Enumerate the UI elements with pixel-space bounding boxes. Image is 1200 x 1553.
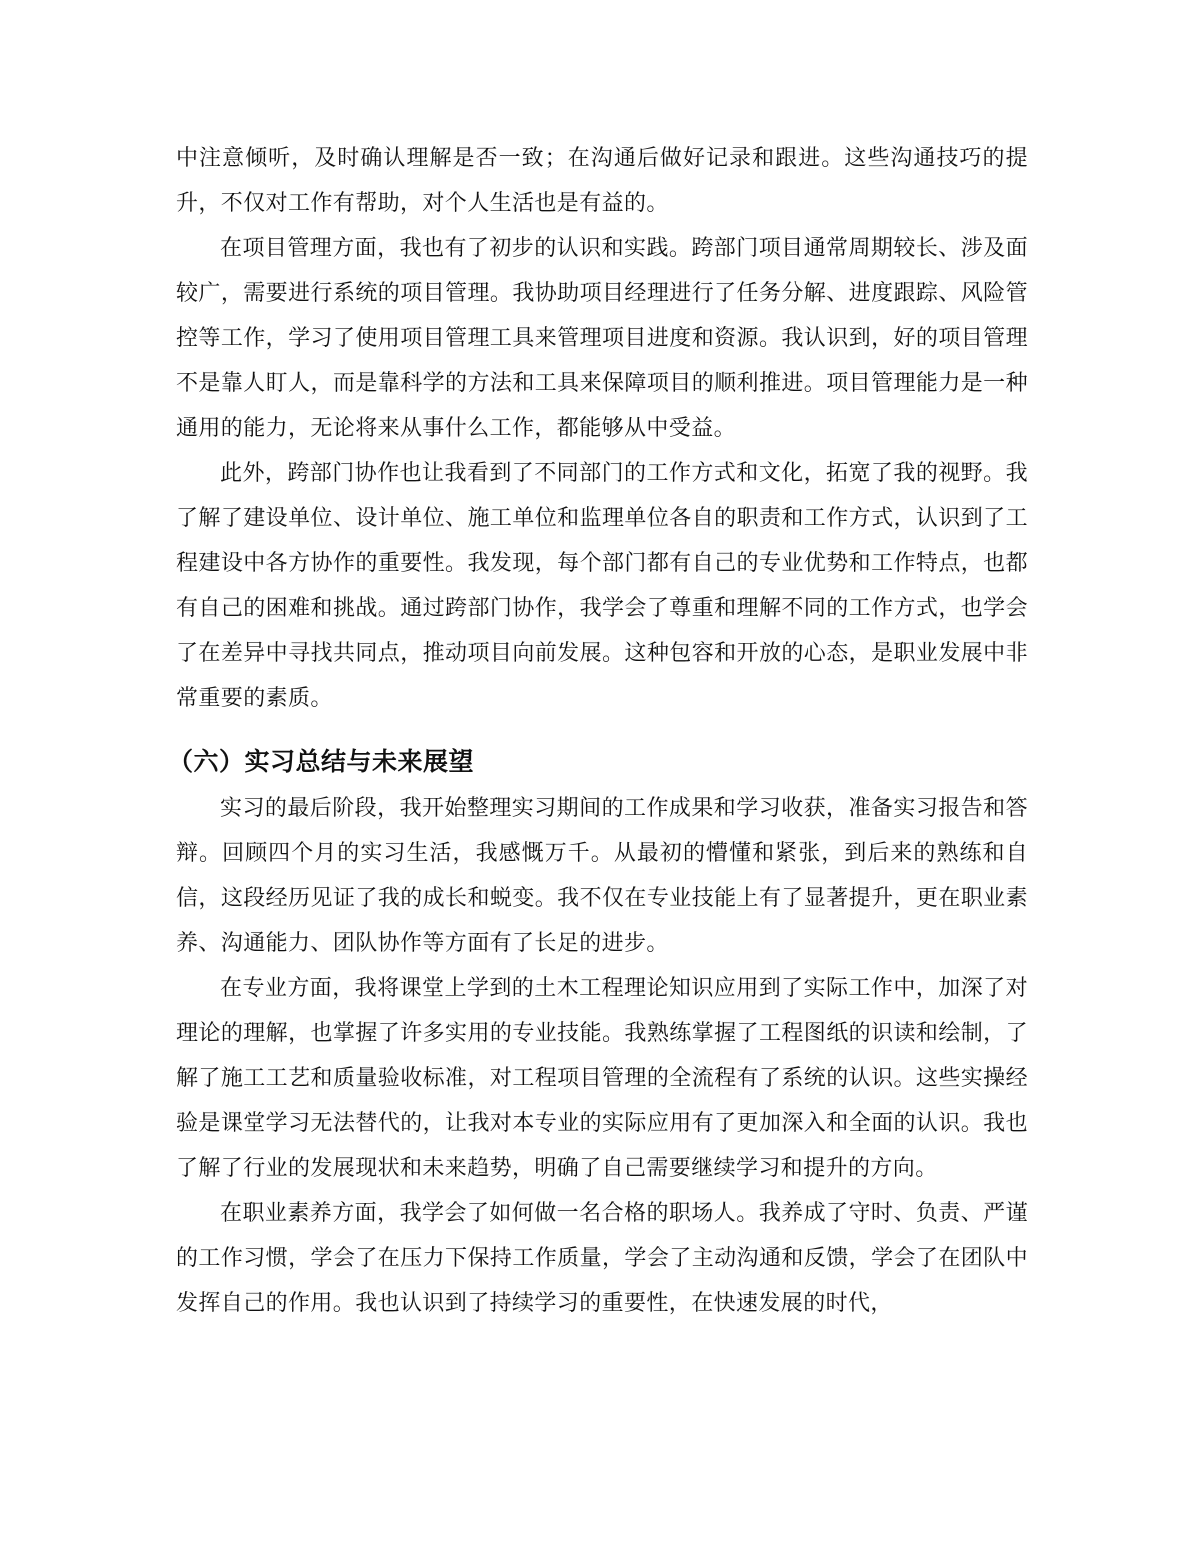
- page-content: [168, 136, 1028, 1326]
- paragraph-project-management: 在项目管理方面，我也有了初步的认识和实践。跨部门项目通常周期较长、涉及面较广，需要进行系统的项目管理。我协助项目经理进行了任务分解、进度跟踪、风险管控等工作，学习了使用项目管理工具来管理项目进度和资源。我认识到，好的项目管理不是靠人盯人，而是靠科学的方法和工具来保障项目的顺利推进。项目管理能力是一种通用的能力，无论将来从事什么工作，都能够从中受益。: [176, 236, 1028, 441]
- paragraph-final-stage: 实习的最后阶段，我开始整理实习期间的工作成果和学习收获，准备实习报告和答辩。回顾四个月的实习生活，我感慨万千。从最初的懵懂和紧张，到后来的熟练和自信，这段经历见证了我的成长和蜕变。我不仅在专业技能上有了显著提升，更在职业素养、沟通能力、团队协作等方面有了长足的进步。: [176, 796, 1028, 956]
- paragraph-professional-ethics: 在职业素养方面，我学会了如何做一名合格的职场人。我养成了守时、负责、严谨的工作习惯，学会了在压力下保持工作质量，学会了主动沟通和反馈，学会了在团队中发挥自己的作用。我也认识到了持续学习的重要性，在快速发展的时代，: [176, 1201, 1028, 1316]
- paragraph-professional-skills: 在专业方面，我将课堂上学到的土木工程理论知识应用到了实际工作中，加深了对理论的理解，也掌握了许多实用的专业技能。我熟练掌握了工程图纸的识读和绘制，了解了施工工艺和质量验收标准，对工程项目管理的全流程有了系统的认识。这些实操经验是课堂学习无法替代的，让我对本专业的实际应用有了更加深入和全面的认识。我也了解了行业的发展现状和未来趋势，明确了自己需要继续学习和提升的方向。: [176, 976, 1028, 1181]
- paragraph-cross-department: 此外，跨部门协作也让我看到了不同部门的工作方式和文化，拓宽了我的视野。我了解了建设单位、设计单位、施工单位和监理单位各自的职责和工作方式，认识到了工程建设中各方协作的重要性。我发现，每个部门都有自己的专业优势和工作特点，也都有自己的困难和挑战。通过跨部门协作，我学会了尊重和理解不同的工作方式，也学会了在差异中寻找共同点，推动项目向前发展。这种包容和开放的心态，是职业发展中非常重要的素质。: [176, 461, 1028, 711]
- paragraph-communication-continued: 中注意倾听，及时确认理解是否一致；在沟通后做好记录和跟进。这些沟通技巧的提升，不仅对工作有帮助，对个人生活也是有益的。: [176, 146, 1028, 216]
- section-heading-summary: （六）实习总结与未来展望: [168, 747, 475, 776]
